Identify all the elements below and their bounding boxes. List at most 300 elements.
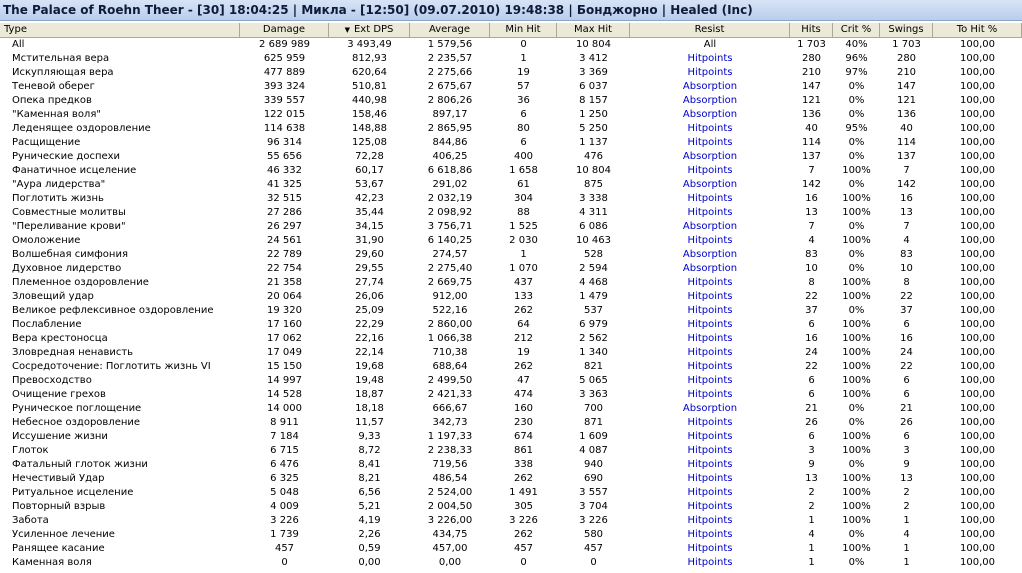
cell-average: 2 275,66: [427, 67, 473, 78]
table-row[interactable]: [0, 262, 1022, 276]
cell-swings: 142: [896, 179, 917, 190]
cell-crit: 0%: [848, 179, 865, 190]
table-row[interactable]: [0, 192, 1022, 206]
cell-type: Послабление: [12, 319, 82, 330]
cell-ext-dps: 29,55: [355, 263, 384, 274]
cell-resist: Hitpoints: [687, 123, 733, 134]
cell-ext-dps: 18,87: [355, 389, 384, 400]
cell-to-hit: 100,00: [960, 473, 995, 484]
cell-min-hit: 338: [513, 459, 534, 470]
cell-crit: 0%: [848, 221, 865, 232]
cell-type: Ритуальное исцеление: [12, 487, 134, 498]
cell-resist: Hitpoints: [687, 417, 733, 428]
cell-ext-dps: 35,44: [355, 207, 384, 218]
cell-hits: 1: [808, 515, 815, 526]
cell-average: 2 032,19: [427, 193, 473, 204]
column-header-average[interactable]: Average: [410, 23, 490, 37]
cell-resist: Hitpoints: [687, 361, 733, 372]
table-row[interactable]: [0, 472, 1022, 486]
table-row[interactable]: [0, 276, 1022, 290]
cell-ext-dps: 11,57: [355, 417, 384, 428]
cell-average: 688,64: [432, 361, 468, 372]
cell-ext-dps: 22,16: [355, 333, 384, 344]
cell-damage: 1 739: [270, 529, 299, 540]
cell-type: "Каменная воля": [12, 109, 101, 120]
cell-hits: 142: [801, 179, 822, 190]
table-row[interactable]: [0, 416, 1022, 430]
cell-swings: 1 703: [892, 39, 921, 50]
cell-to-hit: 100,00: [960, 403, 995, 414]
cell-resist: Hitpoints: [687, 445, 733, 456]
table-row[interactable]: [0, 220, 1022, 234]
cell-damage: 393 324: [263, 81, 306, 92]
cell-resist: Hitpoints: [687, 67, 733, 78]
column-header-crit[interactable]: Crit %: [833, 23, 880, 37]
table-row[interactable]: [0, 360, 1022, 374]
cell-resist: Hitpoints: [687, 291, 733, 302]
cell-average: 457,00: [432, 543, 468, 554]
cell-type: Усиленное лечение: [12, 529, 115, 540]
cell-max-hit: 10 804: [576, 39, 611, 50]
cell-min-hit: 457: [513, 543, 534, 554]
cell-resist: Hitpoints: [687, 389, 733, 400]
cell-min-hit: 88: [517, 207, 530, 218]
table-row[interactable]: [0, 290, 1022, 304]
cell-max-hit: 537: [583, 305, 604, 316]
cell-average: 1 579,56: [427, 39, 473, 50]
cell-damage: 14 528: [267, 389, 302, 400]
cell-max-hit: 700: [583, 403, 604, 414]
cell-min-hit: 400: [513, 151, 534, 162]
table-row[interactable]: [0, 402, 1022, 416]
cell-crit: 0%: [848, 529, 865, 540]
cell-max-hit: 3 338: [579, 193, 608, 204]
cell-min-hit: 262: [513, 529, 534, 540]
cell-type: Волшебная симфония: [12, 249, 128, 260]
cell-damage: 17 049: [267, 347, 302, 358]
column-header-type[interactable]: Type: [0, 23, 240, 37]
cell-damage: 32 515: [267, 193, 302, 204]
cell-to-hit: 100,00: [960, 515, 995, 526]
cell-min-hit: 80: [517, 123, 530, 134]
cell-crit: 0%: [848, 417, 865, 428]
column-header-ext-dps-label: Ext DPS: [353, 24, 394, 35]
cell-hits: 6: [808, 375, 815, 386]
cell-crit: 0%: [848, 459, 865, 470]
cell-type: Сосредоточение: Поглотить жизнь VI: [12, 361, 211, 372]
cell-swings: 137: [896, 151, 917, 162]
cell-damage: 26 297: [267, 221, 302, 232]
data-table: [0, 38, 1022, 570]
cell-swings: 1: [903, 557, 910, 568]
cell-resist: Hitpoints: [687, 557, 733, 568]
table-row[interactable]: [0, 430, 1022, 444]
cell-crit: 0%: [848, 249, 865, 260]
table-row[interactable]: [0, 374, 1022, 388]
cell-type: "Переливание крови": [12, 221, 126, 232]
table-row[interactable]: [0, 206, 1022, 220]
table-row[interactable]: [0, 52, 1022, 66]
cell-swings: 6: [903, 375, 910, 386]
cell-damage: 6 325: [270, 473, 299, 484]
cell-hits: 26: [805, 417, 818, 428]
cell-crit: 95%: [845, 123, 868, 134]
cell-min-hit: 133: [513, 291, 534, 302]
cell-hits: 210: [801, 67, 822, 78]
cell-ext-dps: 25,09: [355, 305, 384, 316]
cell-type: Вера крестоносца: [12, 333, 108, 344]
cell-min-hit: 6: [520, 109, 527, 120]
cell-hits: 1: [808, 557, 815, 568]
cell-resist: Absorption: [682, 179, 738, 190]
cell-to-hit: 100,00: [960, 375, 995, 386]
cell-type: Иссушение жизни: [12, 431, 108, 442]
cell-type: Мстительная вера: [12, 53, 110, 64]
cell-min-hit: 262: [513, 473, 534, 484]
cell-to-hit: 100,00: [960, 193, 995, 204]
table-row[interactable]: [0, 164, 1022, 178]
cell-to-hit: 100,00: [960, 459, 995, 470]
cell-swings: 1: [903, 515, 910, 526]
cell-ext-dps: 22,29: [355, 319, 384, 330]
cell-damage: 3 226: [270, 515, 299, 526]
cell-swings: 4: [903, 529, 910, 540]
cell-hits: 16: [805, 333, 818, 344]
cell-ext-dps: 72,28: [355, 151, 384, 162]
cell-swings: 6: [903, 389, 910, 400]
column-header-min-hit[interactable]: Min Hit: [490, 23, 557, 37]
cell-average: 2 421,33: [427, 389, 473, 400]
cell-swings: 37: [900, 305, 913, 316]
cell-swings: 2: [903, 501, 910, 512]
cell-damage: 122 015: [263, 109, 306, 120]
table-row[interactable]: [0, 458, 1022, 472]
cell-to-hit: 100,00: [960, 207, 995, 218]
cell-to-hit: 100,00: [960, 165, 995, 176]
cell-swings: 4: [903, 235, 910, 246]
cell-crit: 0%: [848, 403, 865, 414]
cell-resist: Hitpoints: [687, 515, 733, 526]
table-row[interactable]: [0, 556, 1022, 570]
cell-crit: 100%: [842, 193, 871, 204]
cell-resist: Absorption: [682, 263, 738, 274]
cell-max-hit: 1 479: [579, 291, 608, 302]
cell-max-hit: 528: [583, 249, 604, 260]
cell-to-hit: 100,00: [960, 53, 995, 64]
cell-resist: Hitpoints: [687, 501, 733, 512]
cell-min-hit: 19: [517, 347, 530, 358]
cell-max-hit: 3 369: [579, 67, 608, 78]
cell-swings: 9: [903, 459, 910, 470]
cell-crit: 100%: [842, 445, 871, 456]
cell-average: 342,73: [432, 417, 468, 428]
cell-max-hit: 10 463: [576, 235, 611, 246]
sort-descending-icon: ▼: [344, 26, 350, 34]
cell-average: 2 865,95: [427, 123, 473, 134]
cell-ext-dps: 8,41: [358, 459, 381, 470]
cell-to-hit: 100,00: [960, 529, 995, 540]
table-row[interactable]: [0, 388, 1022, 402]
table-row[interactable]: [0, 528, 1022, 542]
cell-type: Глоток: [12, 445, 49, 456]
cell-swings: 210: [896, 67, 917, 78]
cell-damage: 21 358: [267, 277, 302, 288]
cell-damage: 55 656: [267, 151, 302, 162]
cell-crit: 0%: [848, 137, 865, 148]
cell-damage: 114 638: [263, 123, 306, 134]
cell-average: 1 197,33: [427, 431, 473, 442]
cell-hits: 9: [808, 459, 815, 470]
cell-min-hit: 36: [517, 95, 530, 106]
cell-swings: 22: [900, 361, 913, 372]
table-row[interactable]: [0, 136, 1022, 150]
cell-swings: 6: [903, 319, 910, 330]
cell-hits: 24: [805, 347, 818, 358]
column-header-ext-dps[interactable]: [329, 23, 410, 37]
cell-type: Омоложение: [12, 235, 81, 246]
cell-to-hit: 100,00: [960, 445, 995, 456]
cell-max-hit: 2 594: [579, 263, 608, 274]
cell-ext-dps: 148,88: [352, 123, 387, 134]
cell-crit: 100%: [842, 361, 871, 372]
cell-type: Небесное оздоровление: [12, 417, 141, 428]
cell-crit: 0%: [848, 263, 865, 274]
cell-crit: 0%: [848, 81, 865, 92]
cell-to-hit: 100,00: [960, 277, 995, 288]
cell-crit: 40%: [845, 39, 868, 50]
cell-type: Искупляющая вера: [12, 67, 114, 78]
cell-resist: Absorption: [682, 221, 738, 232]
cell-average: 2 669,75: [427, 277, 473, 288]
cell-to-hit: 100,00: [960, 123, 995, 134]
cell-resist: Absorption: [682, 95, 738, 106]
cell-swings: 16: [900, 333, 913, 344]
cell-to-hit: 100,00: [960, 557, 995, 568]
table-row[interactable]: [0, 122, 1022, 136]
table-row[interactable]: [0, 178, 1022, 192]
table-row[interactable]: [0, 38, 1022, 52]
cell-min-hit: 47: [517, 375, 530, 386]
cell-min-hit: 474: [513, 389, 534, 400]
cell-hits: 280: [801, 53, 822, 64]
cell-max-hit: 821: [583, 361, 604, 372]
cell-hits: 6: [808, 431, 815, 442]
cell-swings: 16: [900, 193, 913, 204]
cell-resist: Hitpoints: [687, 53, 733, 64]
cell-average: 291,02: [432, 179, 468, 190]
cell-hits: 16: [805, 193, 818, 204]
cell-average: 3 226,00: [427, 515, 473, 526]
cell-hits: 4: [808, 235, 815, 246]
cell-resist: Hitpoints: [687, 319, 733, 330]
cell-crit: 100%: [842, 207, 871, 218]
cell-crit: 100%: [842, 277, 871, 288]
table-row[interactable]: [0, 500, 1022, 514]
cell-swings: 1: [903, 543, 910, 554]
cell-max-hit: 6 086: [579, 221, 608, 232]
cell-type: Очищение грехов: [12, 389, 106, 400]
table-header: [0, 23, 1022, 38]
cell-max-hit: 5 065: [579, 375, 608, 386]
cell-resist: Absorption: [682, 403, 738, 414]
cell-to-hit: 100,00: [960, 67, 995, 78]
cell-to-hit: 100,00: [960, 109, 995, 120]
cell-type: Расщищение: [12, 137, 81, 148]
cell-to-hit: 100,00: [960, 235, 995, 246]
table-row[interactable]: [0, 234, 1022, 248]
cell-damage: 0: [281, 557, 288, 568]
cell-crit: 0%: [848, 305, 865, 316]
cell-min-hit: 1 491: [509, 487, 538, 498]
cell-type: Каменная воля: [12, 557, 92, 568]
cell-type: Рунические доспехи: [12, 151, 121, 162]
cell-damage: 7 184: [270, 431, 299, 442]
cell-average: 710,38: [432, 347, 468, 358]
cell-swings: 26: [900, 417, 913, 428]
table-row[interactable]: [0, 444, 1022, 458]
cell-average: 2 499,50: [427, 375, 473, 386]
cell-hits: 4: [808, 529, 815, 540]
cell-resist: Hitpoints: [687, 207, 733, 218]
cell-ext-dps: 158,46: [352, 109, 387, 120]
column-header-max-hit[interactable]: Max Hit: [557, 23, 630, 37]
cell-ext-dps: 18,18: [355, 403, 384, 414]
table-row[interactable]: [0, 486, 1022, 500]
cell-hits: 40: [805, 123, 818, 134]
cell-resist: Absorption: [682, 249, 738, 260]
table-row[interactable]: [0, 346, 1022, 360]
cell-crit: 100%: [842, 487, 871, 498]
cell-hits: 2: [808, 487, 815, 498]
table-row[interactable]: [0, 542, 1022, 556]
cell-min-hit: 674: [513, 431, 534, 442]
cell-ext-dps: 19,48: [355, 375, 384, 386]
cell-average: 3 756,71: [427, 221, 473, 232]
cell-average: 2 238,33: [427, 445, 473, 456]
cell-swings: 7: [903, 165, 910, 176]
cell-max-hit: 8 157: [579, 95, 608, 106]
cell-to-hit: 100,00: [960, 431, 995, 442]
cell-hits: 10: [805, 263, 818, 274]
cell-swings: 10: [900, 263, 913, 274]
cell-to-hit: 100,00: [960, 137, 995, 148]
cell-damage: 17 160: [267, 319, 302, 330]
cell-resist: Absorption: [682, 151, 738, 162]
column-header-resist[interactable]: Resist: [630, 23, 790, 37]
cell-ext-dps: 27,74: [355, 277, 384, 288]
cell-hits: 137: [801, 151, 822, 162]
cell-min-hit: 0: [520, 39, 527, 50]
cell-crit: 100%: [842, 333, 871, 344]
cell-type: All: [12, 39, 25, 50]
cell-to-hit: 100,00: [960, 179, 995, 190]
table-row[interactable]: [0, 108, 1022, 122]
cell-to-hit: 100,00: [960, 487, 995, 498]
table-row[interactable]: [0, 248, 1022, 262]
cell-swings: 7: [903, 221, 910, 232]
cell-to-hit: 100,00: [960, 39, 995, 50]
cell-average: 406,25: [432, 151, 468, 162]
cell-ext-dps: 4,19: [358, 515, 381, 526]
cell-swings: 13: [900, 473, 913, 484]
cell-average: 2 275,40: [427, 263, 473, 274]
cell-min-hit: 437: [513, 277, 534, 288]
cell-min-hit: 1: [520, 53, 527, 64]
cell-to-hit: 100,00: [960, 263, 995, 274]
table-row[interactable]: [0, 150, 1022, 164]
table-row[interactable]: [0, 94, 1022, 108]
cell-swings: 280: [896, 53, 917, 64]
cell-ext-dps: 60,17: [355, 165, 384, 176]
table-row[interactable]: [0, 80, 1022, 94]
cell-damage: 4 009: [270, 501, 299, 512]
cell-average: 2 235,57: [427, 53, 473, 64]
cell-resist: Absorption: [682, 81, 738, 92]
cell-damage: 14 000: [267, 403, 302, 414]
cell-ext-dps: 3 493,49: [347, 39, 392, 50]
cell-hits: 37: [805, 305, 818, 316]
cell-hits: 7: [808, 221, 815, 232]
cell-damage: 41 325: [267, 179, 302, 190]
cell-type: Духовное лидерство: [12, 263, 122, 274]
cell-to-hit: 100,00: [960, 501, 995, 512]
column-header-to-hit[interactable]: To Hit %: [933, 23, 1022, 37]
cell-ext-dps: 8,21: [358, 473, 381, 484]
column-header-swings[interactable]: Swings: [880, 23, 933, 37]
cell-hits: 6: [808, 319, 815, 330]
cell-to-hit: 100,00: [960, 361, 995, 372]
column-header-hits[interactable]: Hits: [790, 23, 833, 37]
table-row[interactable]: [0, 318, 1022, 332]
cell-average: 2 675,67: [427, 81, 473, 92]
table-row[interactable]: [0, 332, 1022, 346]
cell-type: Совместные молитвы: [12, 207, 126, 218]
cell-damage: 625 959: [263, 53, 306, 64]
cell-swings: 2: [903, 487, 910, 498]
cell-damage: 2 689 989: [259, 39, 310, 50]
cell-max-hit: 476: [583, 151, 604, 162]
cell-ext-dps: 0,59: [358, 543, 381, 554]
cell-hits: 1 703: [797, 39, 826, 50]
cell-type: Нечестивый Удар: [12, 473, 105, 484]
cell-resist: Hitpoints: [687, 529, 733, 540]
cell-type: Племенное оздоровление: [12, 277, 149, 288]
table-row[interactable]: [0, 304, 1022, 318]
cell-type: Зловредная ненависть: [12, 347, 134, 358]
cell-average: 897,17: [432, 109, 468, 120]
cell-max-hit: 10 804: [576, 165, 611, 176]
cell-resist: Hitpoints: [687, 165, 733, 176]
cell-hits: 147: [801, 81, 822, 92]
cell-crit: 100%: [842, 291, 871, 302]
table-row[interactable]: [0, 66, 1022, 80]
cell-ext-dps: 19,68: [355, 361, 384, 372]
cell-swings: 22: [900, 291, 913, 302]
cell-min-hit: 64: [517, 319, 530, 330]
table-row[interactable]: [0, 514, 1022, 528]
cell-max-hit: 2 562: [579, 333, 608, 344]
cell-hits: 1: [808, 543, 815, 554]
column-header-damage[interactable]: Damage: [240, 23, 329, 37]
cell-ext-dps: 22,14: [355, 347, 384, 358]
cell-to-hit: 100,00: [960, 81, 995, 92]
cell-ext-dps: 2,26: [358, 529, 381, 540]
cell-max-hit: 875: [583, 179, 604, 190]
cell-hits: 22: [805, 361, 818, 372]
cell-to-hit: 100,00: [960, 305, 995, 316]
cell-type: Ранящее касание: [12, 543, 105, 554]
cell-resist: Hitpoints: [687, 137, 733, 148]
